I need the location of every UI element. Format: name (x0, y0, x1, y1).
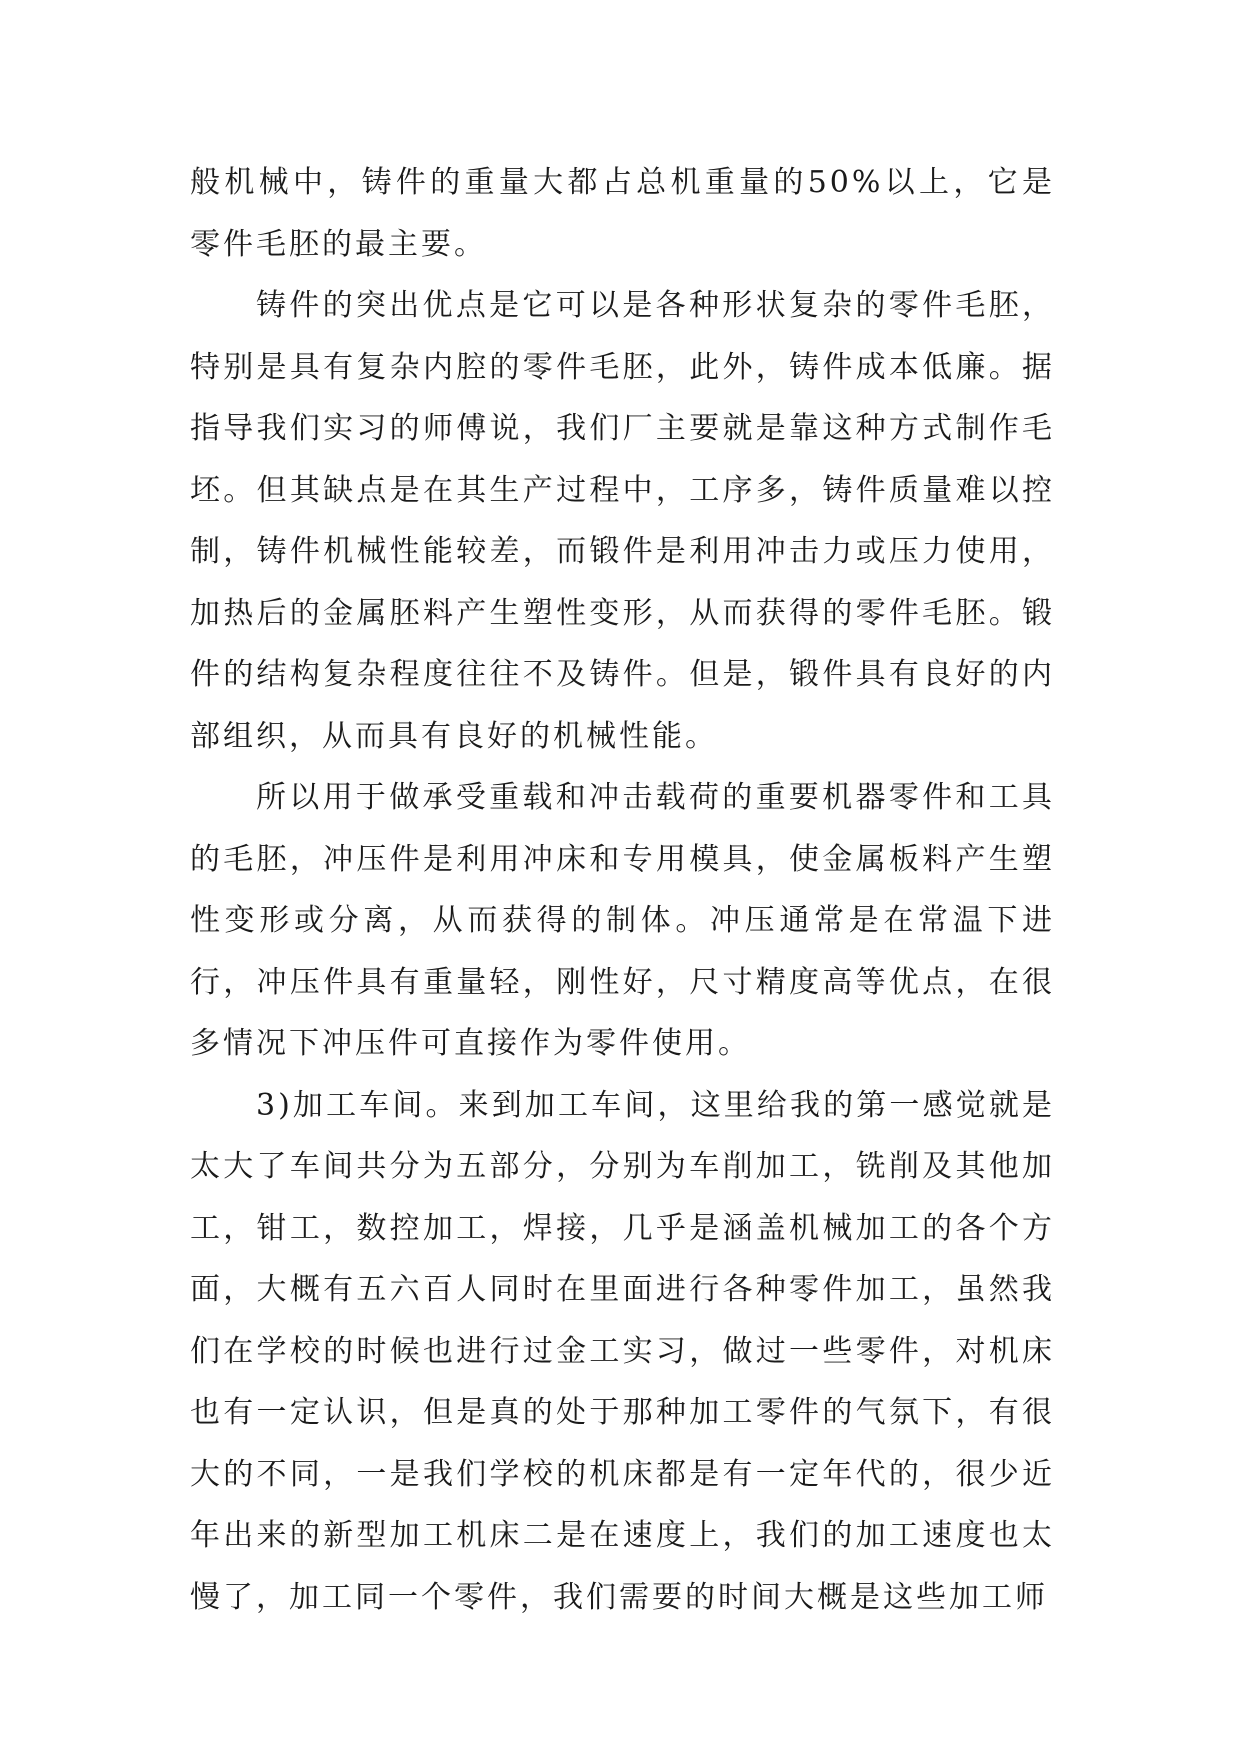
paragraph-machining-workshop: 3)加工车间。来到加工车间，这里给我的第一感觉就是太大了车间共分为五部分，分别为车削加工，铣削及其他加工，钳工，数控加工，焊接，几乎是涵盖机械加工的各个方面，大概有五六百人同时在里面进行各种零件加工，虽然我们在学校的时候也进行过金工实习，做过一些零件，对机床也有一定认识，但是真的处于那种加工零件的气氛下，有很大的不同，一是我们学校的机床都是有一定年代的，很少近年出来的新型加工机床二是在速度上，我们的加工速度也太慢了，加工同一个零件，我们需要的时间大概是这些加工师 (190, 1087, 1055, 1615)
paragraph-continuation: 般机械中，铸件的重量大都占总机重量的50%以上，它是零件毛胚的最主要。 (190, 165, 1055, 262)
paragraph-casting-advantages: 铸件的突出优点是它可以是各种形状复杂的零件毛胚，特别是具有复杂内腔的零件毛胚，此外，铸件成本低廉。据指导我们实习的师傅说，我们厂主要就是靠这种方式制作毛坯。但其缺点是在其生产过程中，工序多，铸件质量难以控制，铸件机械性能较差，而锻件是利用冲击力或压力使用，加热后的金属胚料产生塑性变形，从而获得的零件毛胚。锻件的结构复杂程度往往不及铸件。但是，锻件具有良好的内部组织，从而具有良好的机械性能。 (190, 288, 1055, 754)
body-text (190, 152, 1055, 1628)
paragraph-stamping: 所以用于做承受重载和冲击载荷的重要机器零件和工具的毛胚，冲压件是利用冲床和专用模具，使金属板料产生塑性变形或分离，从而获得的制体。冲压通常是在常温下进行，冲压件具有重量轻，刚性好，尺寸精度高等优点，在很多情况下冲压件可直接作为零件使用。 (190, 780, 1055, 1061)
